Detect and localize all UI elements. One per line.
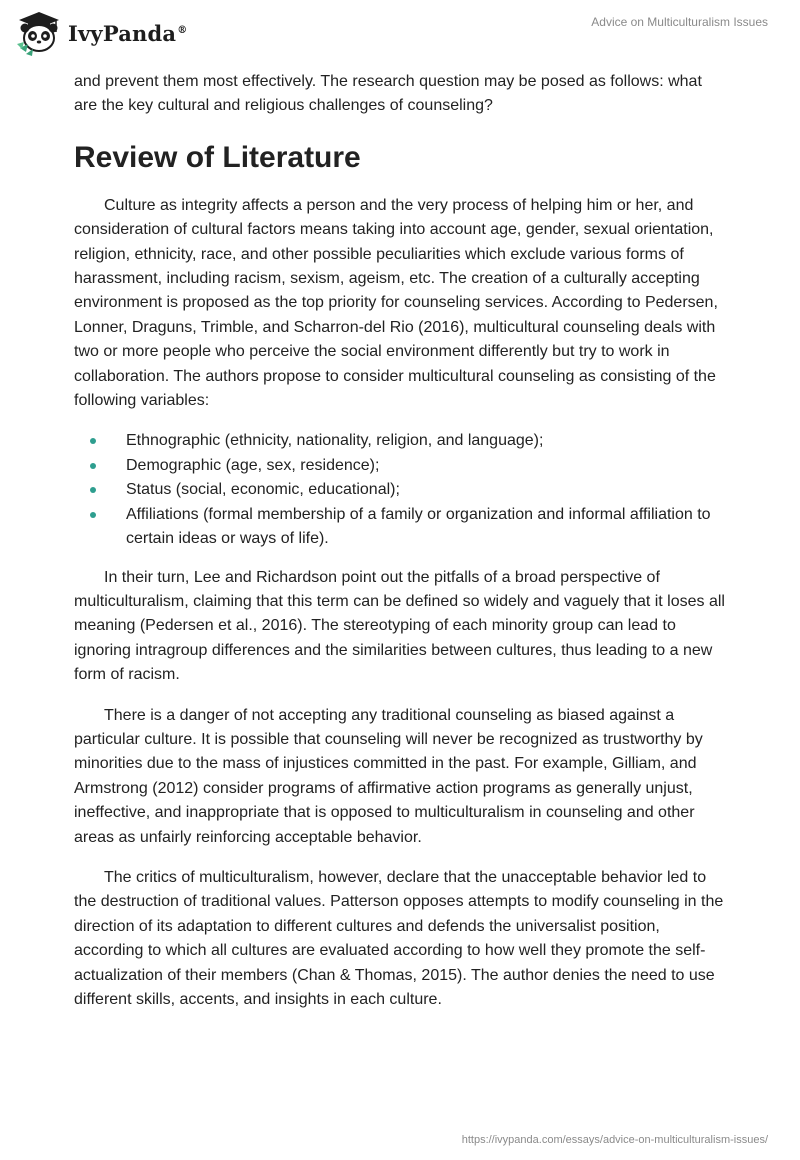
- essay-content: [74, 70, 728, 1028]
- list-item: Affiliations (formal membership of a family or organization and informal affiliation to certain ideas or ways of life).: [74, 503, 728, 552]
- paragraph: In their turn, Lee and Richardson point out the pitfalls of a broad perspective of multiculturalism, claiming that this term can be defined so widely and vaguely that it loses all meaning (Pedersen et al., 2016). The stereotyping of each minority group can lead to ignoring intragroup differences and the similarities between cultures, thus leading to a new form of racism.: [74, 568, 725, 684]
- paragraph: Culture as integrity affects a person and the very process of helping him or her, and consideration of cultural factors means taking into account age, gender, sexual orientation, religion, ethnicity, race, and other possible peculiarities which exclude various forms of harassment, including racism, sexism, ageism, etc. The creation of a culturally accepting environment is proposed as the top priority for counseling services. According to Pedersen, Lonner, Draguns, Trimble, and Scharron-del Rio (2016), multicultural counseling deals with two or more people who perceive the social environment differently but try to work in collaboration. The authors propose to consider multicultural counseling as consisting of the following variables:: [74, 196, 718, 410]
- brand-logo[interactable]: [14, 8, 187, 58]
- variables-list: [74, 429, 728, 551]
- document-title: Advice on Multiculturalism Issues: [591, 15, 768, 29]
- panda-logo-icon: [14, 8, 64, 58]
- bullet-icon: [90, 487, 96, 493]
- section-heading: Review of Literature: [74, 140, 361, 174]
- list-item: Status (social, economic, educational);: [74, 478, 728, 502]
- paragraph: There is a danger of not accepting any traditional counseling as biased against a particular culture. It is possible that counseling will never be recognized as trustworthy by minorities due to the mass of injustices committed in the past. For example, Gilliam, and Armstrong (2012) consider programs of affirmative action programs as generally unjust, ineffective, and inappropriate that is opposed to multiculturalism in counseling and other areas as unfairly reinforcing acceptable behavior.: [74, 706, 703, 846]
- bullet-icon: [90, 438, 96, 444]
- source-url[interactable]: https://ivypanda.com/essays/advice-on-multiculturalism-issues/: [461, 1134, 768, 1146]
- page-header: [0, 0, 800, 70]
- intro-paragraph: and prevent them most effectively. The research question may be posed as follows: what are the key cultural and religious challenges of counseling?: [74, 73, 702, 115]
- brand-name: IvyPanda®: [68, 20, 188, 46]
- bullet-icon: [90, 463, 96, 469]
- paragraph: The critics of multiculturalism, however, declare that the unacceptable behavior led to the destruction of traditional values. Patterson opposes attempts to modify counseling in the direction of its adaptation to different cultures and defends the universalist position, according to which all cultures are evaluated according to how well they promote the self-actualization of their members (Chan & Thomas, 2015). The author denies the need to use different skills, accents, and insights in each culture.: [74, 868, 724, 1008]
- bullet-icon: [90, 512, 96, 518]
- list-item: Ethnographic (ethnicity, nationality, religion, and language);: [74, 429, 728, 453]
- list-item: Demographic (age, sex, residence);: [74, 454, 728, 478]
